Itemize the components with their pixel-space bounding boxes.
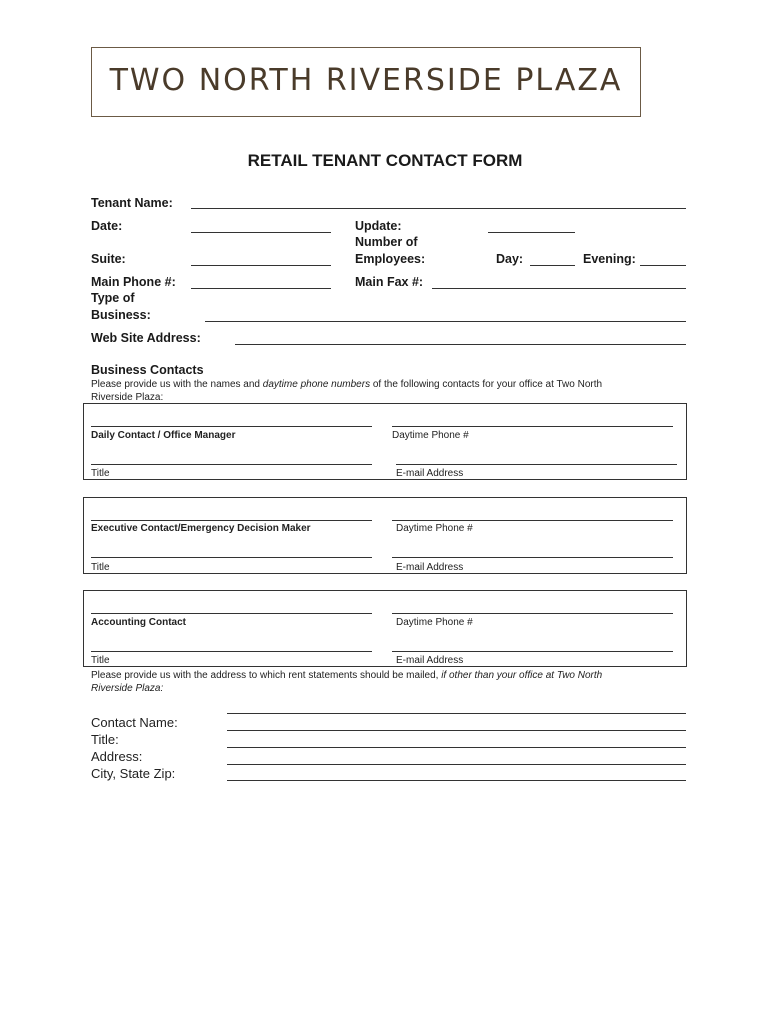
contacts-intro-part1: Please provide us with the names and (91, 379, 263, 390)
type-of-business-field[interactable] (205, 321, 686, 322)
main-phone-field[interactable] (191, 288, 331, 289)
daily-title-field[interactable] (91, 464, 372, 465)
web-site-field[interactable] (235, 344, 686, 345)
suite-field[interactable] (191, 265, 331, 266)
type-of-business-label-1: Type of (91, 291, 135, 305)
date-field[interactable] (191, 232, 331, 233)
mailing-title-field[interactable] (227, 747, 686, 748)
logo-text: TWO NORTH RIVERSIDE PLAZA (109, 62, 623, 98)
accounting-email-field[interactable] (392, 651, 673, 652)
main-fax-field[interactable] (432, 288, 686, 289)
mailing-note-part1: Please provide us with the address to which rent statements should be mailed, (91, 670, 442, 681)
executive-contact-label: Executive Contact/Emergency Decision Maker (91, 523, 311, 534)
day-label: Day: (496, 252, 524, 266)
accounting-email-label: E-mail Address (396, 655, 464, 666)
daily-contact-name-field[interactable] (91, 426, 372, 427)
accounting-contact-name-field[interactable] (91, 613, 372, 614)
day-employees-field[interactable] (530, 265, 575, 266)
business-contacts-heading: Business Contacts (91, 363, 204, 377)
daily-contact-label: Daily Contact / Office Manager (91, 430, 236, 441)
contact-name-label: Contact Name: (91, 715, 178, 730)
daily-phone-field[interactable] (392, 426, 673, 427)
contact-box-accounting (83, 590, 687, 667)
tenant-name-field[interactable] (191, 208, 686, 209)
contacts-intro (91, 378, 691, 391)
num-employees-label-2: Employees: (355, 252, 426, 266)
num-employees-label-1: Number of (355, 235, 418, 249)
contacts-intro-part2: of the following contacts for your office at Two North (370, 379, 603, 390)
address-label: Address: (91, 749, 143, 764)
logo-box (91, 47, 641, 117)
contacts-intro-emphasis: daytime phone numbers (262, 379, 371, 390)
tenant-name-label: Tenant Name: (91, 196, 173, 210)
mailing-note-emphasis: if other than your office at Two North (441, 670, 603, 681)
date-label: Date: (91, 219, 123, 233)
evening-label: Evening: (583, 252, 636, 266)
executive-title-field[interactable] (91, 557, 372, 558)
accounting-title-field[interactable] (91, 651, 372, 652)
mailing-title-label: Title: (91, 732, 119, 747)
mailing-note-line2: Riverside Plaza: (91, 683, 164, 694)
daily-title-label: Title (91, 468, 110, 479)
evening-employees-field[interactable] (640, 265, 686, 266)
executive-phone-field[interactable] (392, 520, 673, 521)
update-label: Update: (355, 219, 402, 233)
executive-email-field[interactable] (392, 557, 673, 558)
web-site-label: Web Site Address: (91, 331, 201, 345)
main-phone-label: Main Phone #: (91, 275, 176, 289)
executive-email-label: E-mail Address (396, 562, 464, 573)
main-fax-label: Main Fax #: (355, 275, 424, 289)
city-state-zip-field[interactable] (227, 780, 686, 781)
accounting-contact-label: Accounting Contact (91, 617, 186, 628)
contacts-intro-line2: Riverside Plaza: (91, 392, 164, 403)
executive-title-label: Title (91, 562, 110, 573)
update-field[interactable] (488, 232, 575, 233)
mailing-note (91, 669, 691, 682)
contact-box-executive (83, 497, 687, 574)
type-of-business-label-2: Business: (91, 308, 151, 322)
daily-email-field[interactable] (396, 464, 677, 465)
mailing-top-line[interactable] (227, 713, 686, 714)
daily-phone-label: Daytime Phone # (392, 430, 469, 441)
accounting-phone-field[interactable] (392, 613, 673, 614)
suite-label: Suite: (91, 252, 126, 266)
address-field[interactable] (227, 764, 686, 765)
accounting-title-label: Title (91, 655, 110, 666)
contact-box-daily (83, 403, 687, 480)
daily-email-label: E-mail Address (396, 468, 464, 479)
executive-contact-name-field[interactable] (91, 520, 372, 521)
contact-name-field[interactable] (227, 730, 686, 731)
form-title: RETAIL TENANT CONTACT FORM (247, 151, 523, 170)
accounting-phone-label: Daytime Phone # (396, 617, 473, 628)
city-state-zip-label: City, State Zip: (91, 766, 176, 781)
executive-phone-label: Daytime Phone # (396, 523, 473, 534)
